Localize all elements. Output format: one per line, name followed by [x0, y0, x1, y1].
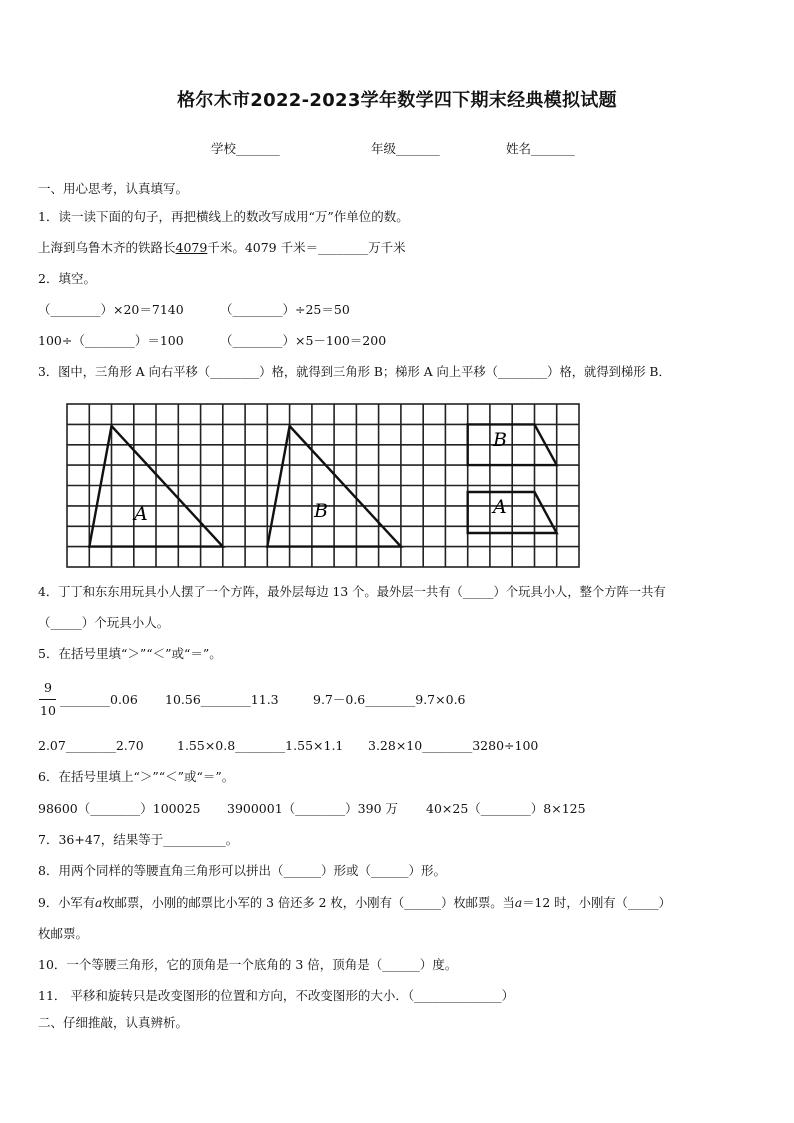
label-trapezoid-b: B — [493, 429, 507, 451]
question-5-compare-2[interactable]: 10.56________11.3 — [165, 692, 279, 707]
question-9-text-a: 9．小军有 — [38, 896, 96, 910]
fraction-denominator: 10 — [40, 703, 56, 718]
question-5-stem: 5．在括号里填“＞”“＜”或“＝”。 — [38, 646, 222, 661]
fraction-bar — [39, 699, 56, 700]
question-10[interactable]: 10．一个等腰三角形，它的顶角是一个底角的 3 倍，顶角是（______）度。 — [38, 957, 458, 972]
label-triangle-a: A — [134, 503, 148, 525]
translation-grid-figure — [66, 403, 581, 569]
question-1-text-b[interactable]: 千米。4079 千米＝________万千米 — [207, 240, 406, 255]
question-11[interactable]: 11． 平移和旋转只是改变图形的位置和方向，不改变图形的大小．（______________） — [38, 988, 515, 1003]
page-title: 格尔木市2022-2023学年数学四下期末经典模拟试题 — [177, 90, 617, 111]
question-1-text-a: 上海到乌鲁木齐的铁路长 — [38, 240, 176, 255]
label-triangle-b: B — [314, 500, 328, 522]
section-2-heading: 二、仔细推敲，认真辨析。 — [38, 1015, 189, 1030]
question-4-line-1[interactable]: 4．丁丁和东东用玩具小人摆了一个方阵，最外层每边 13 个。最外层一共有（_____）个玩具小人，整个方阵一共有 — [38, 585, 666, 599]
question-5-compare-3[interactable]: 9.7－0.6________9.7×0.6 — [313, 692, 466, 707]
variable-a: a — [95, 896, 103, 910]
fraction-numerator: 9 — [44, 680, 52, 695]
question-9-text-b[interactable]: 枚邮票，小刚的邮票比小军的 3 倍还多 2 枚，小刚有（______）枚邮票。当 — [102, 896, 515, 910]
question-9-line-2: 枚邮票。 — [38, 926, 89, 941]
question-3-stem[interactable]: 3．图中，三角形 A 向右平移（________）格，就得到三角形 B；梯形 A 向上平移（________）格，就得到梯形 B． — [38, 365, 671, 379]
variable-a-2: a — [514, 896, 523, 910]
question-5-compare-6[interactable]: 3.28×10________3280÷100 — [368, 738, 539, 753]
question-1-stem: 1．读一读下面的句子，再把横线上的数改写成用“万”作单位的数。 — [38, 209, 409, 224]
question-2-blank-2[interactable]: （________）÷25＝50 — [220, 302, 350, 317]
question-6-stem: 6．在括号里填上“＞”“＜”或“＝”。 — [38, 769, 235, 784]
question-1-line — [38, 240, 406, 256]
question-2-stem: 2．填空。 — [38, 271, 96, 286]
question-9-line-1[interactable] — [38, 895, 671, 911]
question-2-blank-1[interactable]: （________）×20＝7140 — [38, 302, 184, 317]
grade-field[interactable]: 年级_______ — [371, 141, 440, 156]
section-1-heading: 一、用心思考，认真填写。 — [38, 181, 189, 196]
question-4-line-2[interactable]: （_____）个玩具小人。 — [38, 615, 170, 630]
question-2-blank-4[interactable]: （________）×5－100＝200 — [220, 333, 387, 348]
question-8[interactable]: 8．用两个同样的等腰直角三角形可以拼出（______）形或（______）形。 — [38, 863, 446, 878]
school-field[interactable]: 学校_______ — [211, 141, 280, 156]
question-7[interactable]: 7．36+47，结果等于__________。 — [38, 832, 239, 847]
question-6-compare-2[interactable]: 3900001（________）390 万 — [227, 801, 399, 816]
question-5-compare-4[interactable]: 2.07________2.70 — [38, 738, 144, 753]
question-5-compare-5[interactable]: 1.55×0.8________1.55×1.1 — [177, 738, 344, 753]
label-trapezoid-a: A — [493, 496, 507, 518]
question-6-compare-1[interactable]: 98600（________）100025 — [38, 801, 201, 816]
question-1-number: 4079 — [175, 240, 208, 255]
question-6-compare-3[interactable]: 40×25（________）8×125 — [426, 801, 586, 816]
question-9-text-c[interactable]: ＝12 时，小刚有（_____） — [522, 896, 671, 910]
name-field[interactable]: 姓名_______ — [506, 141, 575, 156]
question-5-compare-1[interactable]: ________0.06 — [60, 692, 138, 707]
question-2-blank-3[interactable]: 100÷（________）＝100 — [38, 333, 184, 348]
